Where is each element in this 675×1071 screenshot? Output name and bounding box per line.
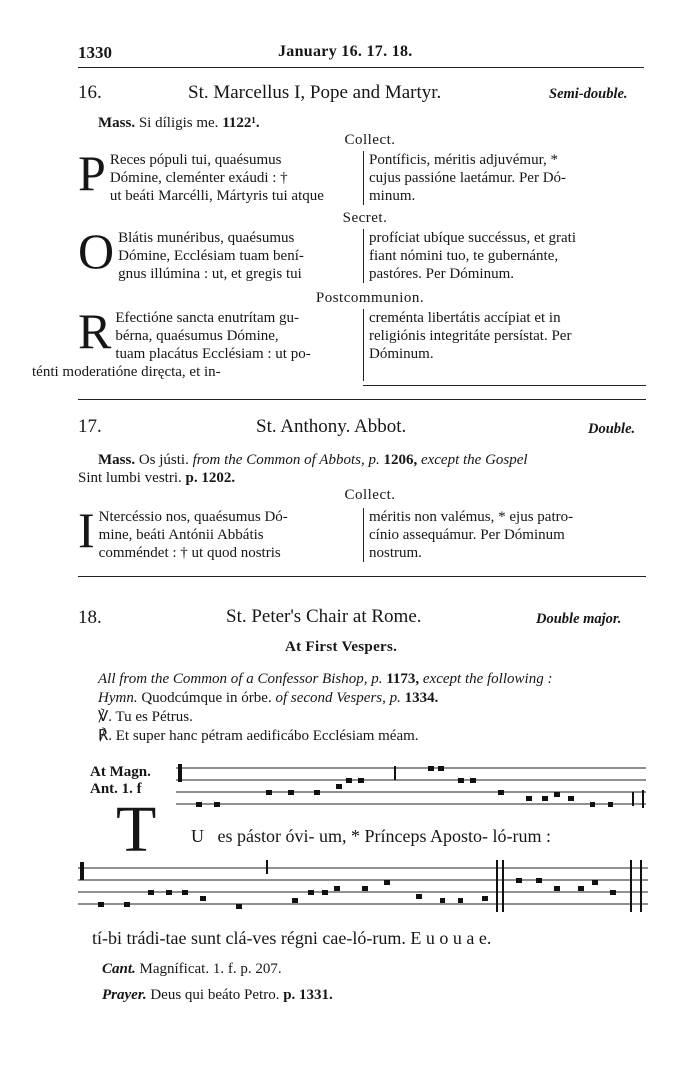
- mass-incipit: Os jústi.: [138, 452, 189, 468]
- text-line: profíciat ubíque succéssus, et grati: [369, 230, 577, 246]
- text-line: cujus passióne laetámur. Per Dó-: [369, 170, 567, 186]
- vespers-heading: At First Vespers.: [285, 639, 398, 655]
- drop-cap: I: [78, 502, 95, 558]
- text-line: Ntercéssio nos, quaésumus Dó-: [98, 509, 288, 525]
- versicle-sign: ℣.: [98, 709, 113, 725]
- feast-title-18: St. Peter's Chair at Rome.: [226, 606, 422, 627]
- mass-except: except the Gospel: [420, 452, 528, 468]
- prayer-label: Prayer.: [102, 987, 147, 1003]
- text-line: ténti moderatióne diręcta, et in-: [32, 364, 221, 380]
- prayer-page-ref: p. 1331.: [283, 987, 333, 1003]
- day-number-18: 18.: [78, 607, 102, 628]
- text-line: creménta libertátis accípiat et in: [369, 310, 561, 326]
- mass-line-16: [98, 114, 260, 132]
- page-number: 1330: [78, 43, 112, 62]
- text-line: Pontíficis, méritis adjuvémur, *: [369, 152, 558, 168]
- mass-label: Mass.: [98, 452, 136, 468]
- response-text: Et super hanc pétram aedificábo Ecclésiam méam.: [115, 728, 419, 744]
- hymn-source: of second Vespers, p.: [275, 690, 401, 706]
- day-number-16: 16.: [78, 82, 102, 103]
- text-line: comméndet : † ut quod nostris: [98, 545, 281, 561]
- column-divider: [363, 309, 364, 381]
- secret-16: [78, 223, 648, 283]
- text-line: tuam placátus Ecclésiam : ut po-: [115, 346, 311, 362]
- mass-label: Mass.: [98, 115, 136, 131]
- versicle-text: Tu es Pétrus.: [115, 709, 193, 725]
- collect-16: [78, 145, 648, 205]
- text-line: mine, beáti Antónii Abbátis: [98, 527, 264, 543]
- collect-17: [78, 502, 648, 562]
- rubric-block: [98, 670, 654, 746]
- text-line: fiant nómini tuo, te gubernánte,: [369, 248, 559, 264]
- text-line: Dóminum.: [369, 346, 434, 362]
- secret-heading-16: Secret.: [342, 210, 388, 226]
- mass-common: from the Common of Abbots, p.: [192, 452, 380, 468]
- feast-rank-18: Double major.: [536, 611, 622, 627]
- drop-cap: R: [78, 303, 112, 359]
- postcommunion-heading-16: Postcommunion.: [315, 290, 425, 306]
- response-sign: ℟.: [98, 728, 113, 744]
- text-line: minum.: [369, 188, 416, 204]
- chant-staff-2: [78, 860, 648, 922]
- mass-page-ref: 1206,: [383, 452, 418, 468]
- text-line: Reces pópuli tui, quaésumus: [109, 152, 282, 168]
- chant-initial: T: [116, 793, 157, 866]
- feast-title-16: St. Marcellus I, Pope and Martyr.: [188, 82, 442, 103]
- text-line: Dómine, Ecclésiam tuam bení-: [118, 248, 304, 264]
- text-line: Efectióne sancta enutrítam gu-: [115, 310, 300, 326]
- prayer-line: [102, 986, 333, 1005]
- postcommunion-16: [32, 303, 648, 381]
- hymn-page-ref: 1334.: [404, 690, 439, 706]
- chant-lyrics-1: U es pástor óvi- um, * Prínceps Aposto- ló-rum :: [191, 826, 551, 846]
- canticle-text: Magníficat. 1. f. p. 207.: [139, 961, 282, 977]
- drop-cap: O: [78, 223, 115, 279]
- mass-line-17: [78, 451, 648, 487]
- collect-heading-16: Collect.: [344, 132, 396, 148]
- antiphon-label-line1: At Magn.: [90, 764, 151, 780]
- feast-rank-17: Double.: [588, 421, 636, 437]
- drop-cap: P: [78, 145, 106, 201]
- rubric-common: All from the Common of a Confessor Bishop, p.: [98, 671, 383, 687]
- column-divider: [363, 229, 364, 283]
- text-line: Dómine, cleménter exáudi : †: [109, 170, 288, 186]
- entry-separator: [78, 576, 646, 577]
- mass-incipit: Si díligis me.: [138, 115, 219, 131]
- hymn-label: Hymn.: [98, 690, 138, 706]
- canticle-line: [102, 960, 282, 979]
- text-line: ut beáti Marcélli, Mártyris tui atque: [109, 188, 324, 204]
- prayer-text: Deus qui beáto Petro.: [150, 987, 280, 1003]
- day-number-17: 17.: [78, 416, 102, 437]
- chant-lyrics-2: tí-bi trádi-tae sunt clá-ves régni cae-ló-rum. E u o u a e.: [92, 928, 492, 948]
- text-line: méritis non valémus, * ejus patro-: [369, 509, 574, 525]
- text-line: gnus illúmina : ut, et gregis tui: [118, 266, 302, 282]
- column-divider: [363, 151, 364, 205]
- feast-title-17: St. Anthony. Abbot.: [256, 416, 407, 437]
- antiphon-label-line2: Ant. 1. f: [90, 781, 142, 797]
- gospel-page-ref: p. 1202.: [185, 470, 236, 486]
- running-title: January 16. 17. 18.: [278, 43, 413, 60]
- mass-page-ref: 1122¹.: [222, 115, 260, 131]
- section-rule: [363, 385, 646, 386]
- text-line: pastóres. Per Dóminum.: [369, 266, 514, 282]
- header-rule: [78, 67, 644, 68]
- text-line: religiónis integritáte persístat. Per: [369, 328, 572, 344]
- chant-staff-1: [176, 762, 646, 820]
- gospel-incipit: Sint lumbi vestri.: [78, 470, 182, 486]
- text-line: cínio assequámur. Per Dóminum: [369, 527, 565, 543]
- collect-heading-17: Collect.: [344, 487, 396, 503]
- hymn-incipit: Quodcúmque in órbe.: [141, 690, 272, 706]
- rubric-except: except the following :: [422, 671, 553, 687]
- column-divider: [363, 508, 364, 562]
- feast-rank-16: Semi-double.: [549, 86, 628, 102]
- text-line: Blátis munéribus, quaésumus: [118, 230, 295, 246]
- canticle-label: Cant.: [102, 961, 136, 977]
- rubric-page-ref: 1173,: [386, 671, 420, 687]
- text-line: nostrum.: [369, 545, 422, 561]
- text-line: bérna, quaésumus Dómine,: [115, 328, 279, 344]
- entry-separator: [78, 399, 646, 400]
